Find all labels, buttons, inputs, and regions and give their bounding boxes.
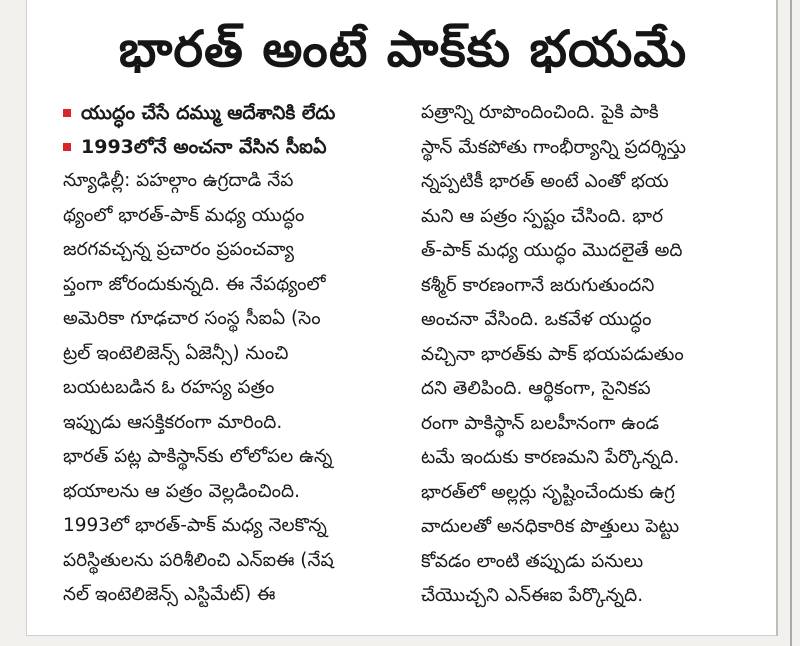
body-line: స్థాన్ మేకపోతు గాంభీర్యాన్ని ప్రదర్శిస్తు: [421, 136, 686, 158]
body-line: భారత్‌లో అల్లర్లు సృష్టించేందుకు ఉగ్ర: [421, 481, 675, 503]
body-line: అంచనా వేసింది. ఒకవేళ యుద్ధం: [421, 309, 652, 330]
body-line: నల్ ఇంటెలిజెన్స్ ఎస్టిమేట్) ఈ: [63, 584, 276, 605]
body-line: చేయొచ్చని ఎన్ఈఐ పేర్కొన్నది.: [421, 585, 644, 606]
body-line: ట్రల్ ఇంటెలిజెన్స్ ఏజెన్సీ) నుంచి: [63, 342, 289, 364]
body-line: న్యూఢిల్లీ: పహల్గాం ఉగ్రదాడి నేప: [63, 170, 294, 191]
headline: భారత్ అంటే పాక్‌కు భయమే: [118, 20, 688, 78]
body-line: న్నప్పటికీ భారత్ అంటే ఎంతో భయ: [421, 171, 669, 192]
body-line: రంగా పాకిస్థాన్ బలహీనంగా ఉండ: [421, 412, 660, 434]
body-line: పరిస్థితులను పరిశీలించి ఎన్ఐఈ (నేష: [63, 549, 334, 571]
red-square-bullet-icon: [63, 143, 71, 151]
body-line: 1993లో భారత్-పాక్ మధ్య నెలకొన్న: [63, 515, 327, 536]
bullet-point: [63, 130, 413, 164]
bullet-text: 1993లోనే అంచనా వేసిన సీఐఏ: [81, 136, 327, 158]
bullet-point: [63, 96, 413, 130]
body-line: అమెరికా గూఢచార సంస్థ సీఐఏ (సెం: [63, 308, 321, 329]
body-line: ప్తంగా జోరందుకున్నది. ఈ నేపథ్యంలో: [63, 273, 326, 295]
body-line: కశ్మీర్ కారణంగానే జరుగుతుందని: [421, 274, 655, 296]
body-line: పత్రాన్ని రూపొందించింది. పైకి పాకి: [421, 102, 659, 123]
body-line: బయటబడిన ఓ రహస్య పత్రం: [63, 377, 275, 398]
body-line: థ్యంలో భారత్-పాక్ మధ్య యుద్ధం: [63, 204, 305, 226]
right-column: [421, 96, 761, 614]
body-line: భయాలను ఆ పత్రం వెల్లడించింది.: [63, 480, 300, 502]
body-line: దని తెలిపింది. ఆర్థికంగా, సైనికప: [421, 378, 651, 399]
red-square-bullet-icon: [63, 109, 71, 117]
body-line: వచ్చినా భారత్‌కు పాక్ భయపడుతుం: [421, 343, 684, 365]
body-line: కోవడం లాంటి తప్పుడు పనులు: [421, 550, 644, 572]
page-edge-divider: [790, 0, 792, 646]
body-line: ఇప్పుడు ఆసక్తికరంగా మారింది.: [63, 411, 283, 433]
bullet-text: యుద్ధం చేసే దమ్ము ఆదేశానికి లేదు: [81, 102, 336, 124]
body-line: త్-పాక్ మధ్య యుద్ధం మొదలైతే అది: [421, 240, 683, 261]
left-column: [63, 96, 413, 613]
body-line: టమే ఇందుకు కారణమని పేర్కొన్నది.: [421, 447, 680, 468]
body-line: భారత్ పట్ల పాకిస్థాన్‌కు లోలోపల ఉన్న: [63, 446, 333, 467]
body-line: జరగవచ్చన్న ప్రచారం ప్రపంచవ్యా: [63, 239, 294, 260]
news-clipping: [26, 0, 778, 636]
body-line: వాదులతో అనధికారిక పొత్తులు పెట్టు: [421, 516, 680, 537]
body-line: మని ఆ పత్రం స్పష్టం చేసింది. భార: [421, 205, 664, 227]
